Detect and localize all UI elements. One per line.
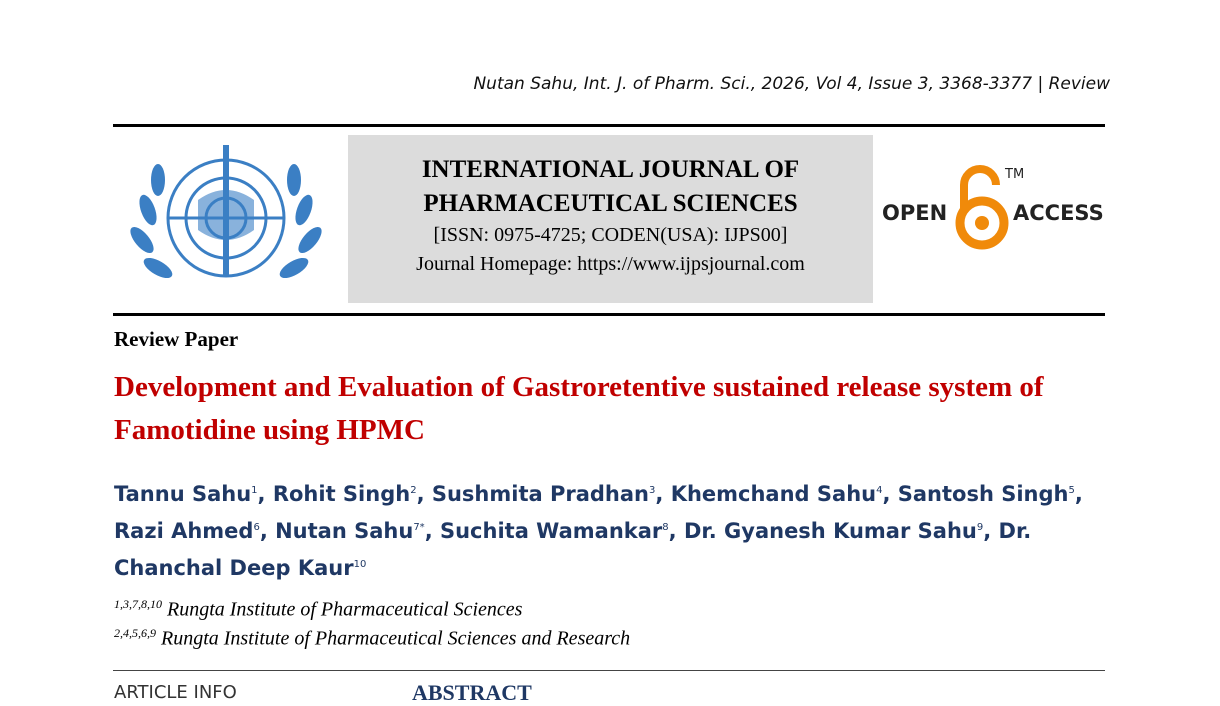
journal-title-line2: PHARMACEUTICAL SCIENCES xyxy=(423,190,798,217)
author-name: Sushmita Pradhan xyxy=(431,482,650,506)
author-name: Razi Ahmed xyxy=(114,519,254,543)
section-rule xyxy=(113,670,1105,671)
journal-homepage[interactable]: Journal Homepage: https://www.ijpsjournal.com xyxy=(416,253,805,275)
open-text: OPEN xyxy=(882,201,948,225)
affiliation-sup: 1,3,7,8,10 xyxy=(114,597,162,611)
author-name: Dr. Gyanesh Kumar Sahu xyxy=(683,519,977,543)
journal-title-line1: INTERNATIONAL JOURNAL OF xyxy=(421,156,800,183)
author xyxy=(114,482,258,506)
author-affiliation-sup: 6 xyxy=(253,522,260,533)
author-affiliation-sup: 8 xyxy=(662,522,669,533)
affiliation-text: Rungta Institute of Pharmaceutical Sciences xyxy=(162,598,523,621)
author xyxy=(898,482,1075,506)
affiliation-sup: 2,4,5,6,9 xyxy=(114,626,156,640)
banner-rule xyxy=(113,313,1105,316)
article-info-heading: ARTICLE INFO xyxy=(114,682,237,703)
author-name: Khemchand Sahu xyxy=(670,482,877,506)
trademark: TM xyxy=(1005,167,1025,182)
author xyxy=(114,519,260,543)
author xyxy=(440,519,669,543)
author xyxy=(275,519,425,543)
author xyxy=(671,482,883,506)
author-name: Tannu Sahu xyxy=(114,482,252,506)
author-affiliation-sup: 10 xyxy=(353,559,367,570)
author-affiliation-sup: 4 xyxy=(876,485,883,496)
author-name: Dr. Chanchal Deep Kaur xyxy=(114,519,1032,580)
author-affiliation-sup: 7* xyxy=(413,522,425,533)
author-name: Santosh Singh xyxy=(897,482,1069,506)
author xyxy=(273,482,417,506)
affiliation-2 xyxy=(114,626,630,651)
author-affiliation-sup: 2 xyxy=(410,485,417,496)
author-name: Nutan Sahu xyxy=(275,519,414,543)
citation-header: Nutan Sahu, Int. J. of Pharm. Sci., 2026, Vol 4, Issue 3, 3368-3377 | Review xyxy=(473,74,1110,94)
top-rule xyxy=(113,124,1105,127)
paper-type: Review Paper xyxy=(114,327,239,351)
author-affiliation-sup: 3 xyxy=(649,485,656,496)
journal-banner xyxy=(348,135,873,303)
author-affiliation-sup: 9 xyxy=(976,522,984,533)
author xyxy=(684,519,983,543)
author-affiliation-sup: 5 xyxy=(1068,485,1075,496)
who-logo xyxy=(128,140,324,305)
author-affiliation-sup: 1 xyxy=(251,485,258,496)
open-lock-icon xyxy=(952,165,1012,255)
access-text: ACCESS xyxy=(1013,201,1104,225)
affiliation-text: Rungta Institute of Pharmaceutical Sciences and Research xyxy=(156,627,631,650)
affiliation-1 xyxy=(114,597,522,622)
author-name: Suchita Wamankar xyxy=(439,519,663,543)
journal-issn: [ISSN: 0975-4725; CODEN(USA): IJPS00] xyxy=(433,224,788,246)
paper-title: Development and Evaluation of Gastroretentive sustained release system of Famotidine using HPMC xyxy=(114,371,1044,446)
author xyxy=(432,482,656,506)
open-access-logo xyxy=(880,165,1110,255)
author-list: Tannu Sahu$^1$, Rohit Singh$^2$, Sushmita Pradhan$^3$, Khemchand Sahu$^4$, Santosh Singh$^5$, Razi Ahmed$^6$, Nutan Sahu$^{7*}$, Suchita Wamankar$^8$, Dr. Gyanesh Kumar Sahu$^9$, Dr. Chanchal Deep Kaur$^{10}$ xyxy=(114,482,1083,580)
author-name: Rohit Singh xyxy=(272,482,411,506)
abstract-heading: ABSTRACT xyxy=(412,680,532,705)
